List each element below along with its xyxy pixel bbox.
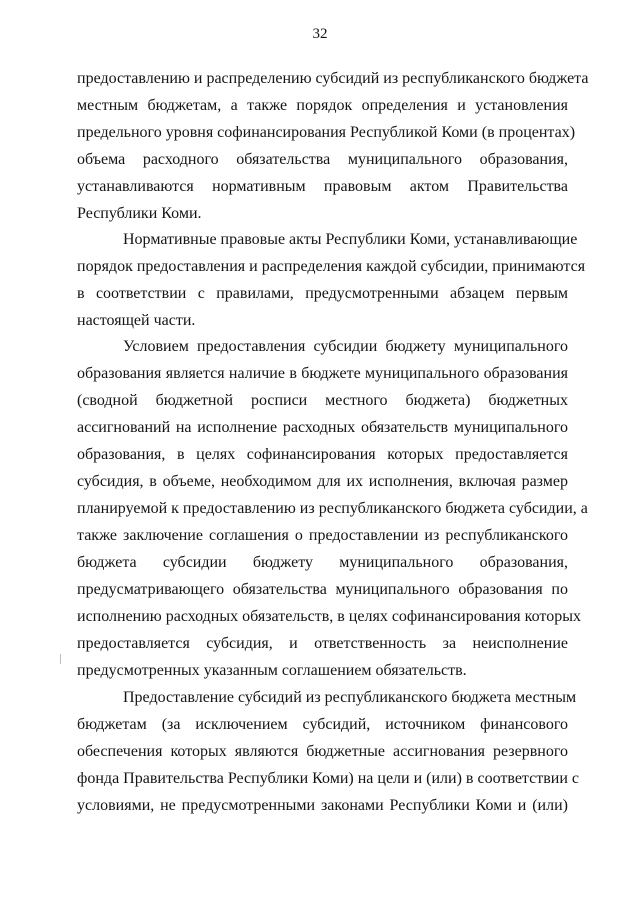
text-line: предоставлению и распределению субсидий из республиканского бюджета	[77, 70, 589, 87]
scan-margin-mark	[60, 654, 61, 664]
text-line: в соответствии с правилами, предусмотренными абзацем первым	[77, 285, 568, 302]
text-line: устанавливаются нормативным правовым актом Правительства	[77, 178, 568, 195]
text-line: предельного уровня софинансирования Республикой Коми (в процентах)	[77, 124, 576, 141]
page-number: 32	[312, 26, 328, 42]
text-line: (сводной бюджетной росписи местного бюджета) бюджетных	[77, 392, 568, 409]
text-line: исполнению расходных обязательств, в целях софинансирования которых	[77, 608, 581, 625]
text-line: местным бюджетам, а также порядок определения и установления	[77, 97, 568, 114]
text-line: предусмотренных указанным соглашением обязательств.	[77, 662, 467, 679]
text-line: ассигнований на исполнение расходных обязательств муниципального	[77, 419, 568, 436]
text-line: Предоставление субсидий из республиканского бюджета местным	[123, 689, 577, 706]
text-line: порядок предоставления и распределения каждой субсидии, принимаются	[77, 258, 586, 275]
text-line: бюджета субсидии бюджету муниципального образования,	[77, 554, 568, 571]
text-line: Нормативные правовые акты Республики Коми, устанавливающие	[123, 231, 578, 248]
text-line: предусматривающего обязательства муниципального образования по	[77, 581, 568, 598]
text-line: образования является наличие в бюджете муниципального образования	[77, 365, 568, 382]
text-line: фонда Правительства Республики Коми) на цели и (или) в соответствии с	[77, 770, 579, 787]
text-line: планируемой к предоставлению из республиканского бюджета субсидии, а	[77, 500, 588, 517]
text-line: бюджетам (за исключением субсидий, источником финансового	[77, 716, 568, 733]
text-line: Условием предоставления субсидии бюджету муниципального	[123, 338, 568, 355]
text-line: также заключение соглашения о предоставлении из республиканского	[77, 527, 568, 544]
text-line: предоставляется субсидия, и ответственность за неисполнение	[77, 635, 568, 652]
text-line: условиями, не предусмотренными законами Республики Коми и (или)	[77, 797, 568, 814]
text-line: объема расходного обязательства муниципального образования,	[77, 151, 568, 168]
text-line: субсидия, в объеме, необходимом для их исполнения, включая размер	[77, 473, 568, 490]
text-line: настоящей части.	[77, 312, 196, 329]
text-line: образования, в целях софинансирования которых предоставляется	[77, 446, 568, 463]
text-line: обеспечения которых являются бюджетные ассигнования резервного	[77, 743, 568, 760]
text-line: Республики Коми.	[77, 205, 202, 222]
